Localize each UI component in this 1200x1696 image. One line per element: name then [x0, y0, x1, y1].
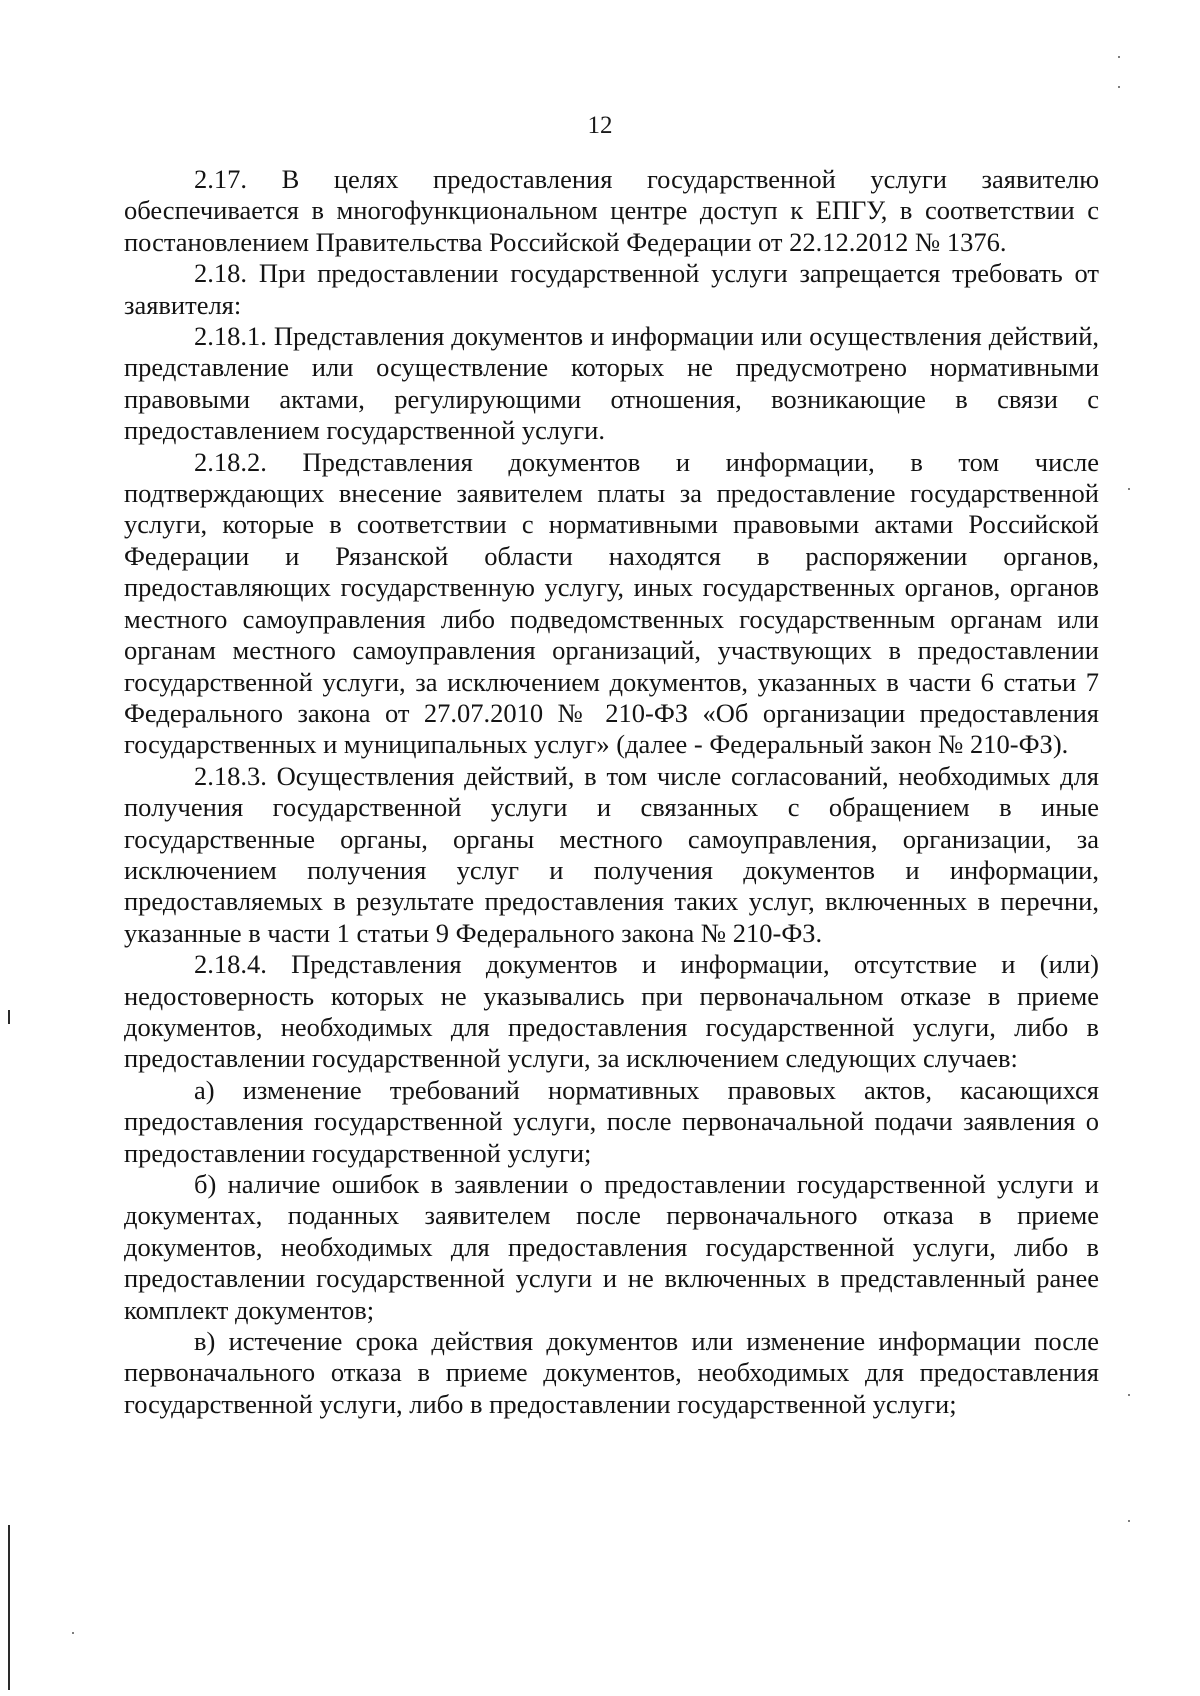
scan-speck	[1128, 1520, 1130, 1522]
paragraph-2-17: 2.17. В целях предоставления государственной услуги заявителю обеспечивается в многофункциональном центре доступ к ЕПГУ, в соответствии с постановлением Правительства Российской Федерации от 22.12.2012 № 1376.	[124, 164, 1099, 257]
paragraph-2-18-4: 2.18.4. Представления документов и информации, отсутствие и (или) недостоверность которых не указывались при первоначальном отказе в приеме документов, необходимых для предоставления государственной услуги, либо в предоставлении государственной услуги, за исключением следующих случаев:	[124, 949, 1099, 1074]
paragraph-2-18-1: 2.18.1. Представления документов и информации или осуществления действий, представление или осуществление которых не предусмотрено нормативными правовыми актами, регулирующими отношения, возникающие в связи с предоставлением государственной услуги.	[124, 321, 1099, 446]
scan-speck	[1128, 488, 1130, 490]
scan-speck	[1118, 56, 1120, 58]
list-item-b: б) наличие ошибок в заявлении о предоставлении государственной услуги и документах, поданных заявителем после первоначального отказа в приеме документов, необходимых для предоставления государственной услуги, либо в предоставлении государственной услуги и не включенных в представленный ранее комплект документов;	[124, 1169, 1099, 1325]
list-item-v: в) истечение срока действия документов или изменение информации после первоначального отказа в приеме документов, необходимых для предоставления государственной услуги, либо в предоставлении государственной услуги;	[124, 1326, 1099, 1419]
paragraph-2-18: 2.18. При предоставлении государственной услуги запрещается требовать от заявителя:	[124, 258, 1099, 320]
scan-edge-mark	[8, 1010, 10, 1024]
page-number: 12	[587, 112, 613, 139]
list-item-a: а) изменение требований нормативных правовых актов, касающихся предоставления государственной услуги, после первоначальной подачи заявления о предоставлении государственной услуги;	[124, 1074, 1099, 1168]
scan-speck	[1118, 86, 1120, 88]
document-body	[124, 164, 1099, 1420]
paragraph-2-18-3: 2.18.3. Осуществления действий, в том числе согласований, необходимых для получения государственной услуги и связанных с обращением в иные государственные органы, органы местного самоуправления, организации, за исключением получения услуг и получения документов и информации, предоставляемых в результате предоставления таких услуг, включенных в перечни, указанные в части 1 статьи 9 Федерального закона № 210-ФЗ.	[124, 760, 1099, 948]
paragraph-2-18-2: 2.18.2. Представления документов и информации, в том числе подтверждающих внесение заявителем платы за предоставление государственной услуги, которые в соответствии с нормативными правовыми актами Российской Федерации и Рязанской области находятся в распоряжении органов, предоставляющих государственную услугу, иных государственных органов, органов местного самоуправления либо подведомственных государственным органам или органам местного самоуправления организаций, участвующих в предоставлении государственной услуги, за исключением документов, указанных в части 6 статьи 7 Федерального закона от 27.07.2010 № 210-ФЗ «Об организации предоставления государственных и муниципальных услуг» (далее - Федеральный закон № 210-ФЗ).	[124, 446, 1099, 760]
scan-edge-mark	[8, 1525, 10, 1690]
scan-speck	[72, 1632, 74, 1634]
scan-speck	[1128, 1394, 1130, 1396]
